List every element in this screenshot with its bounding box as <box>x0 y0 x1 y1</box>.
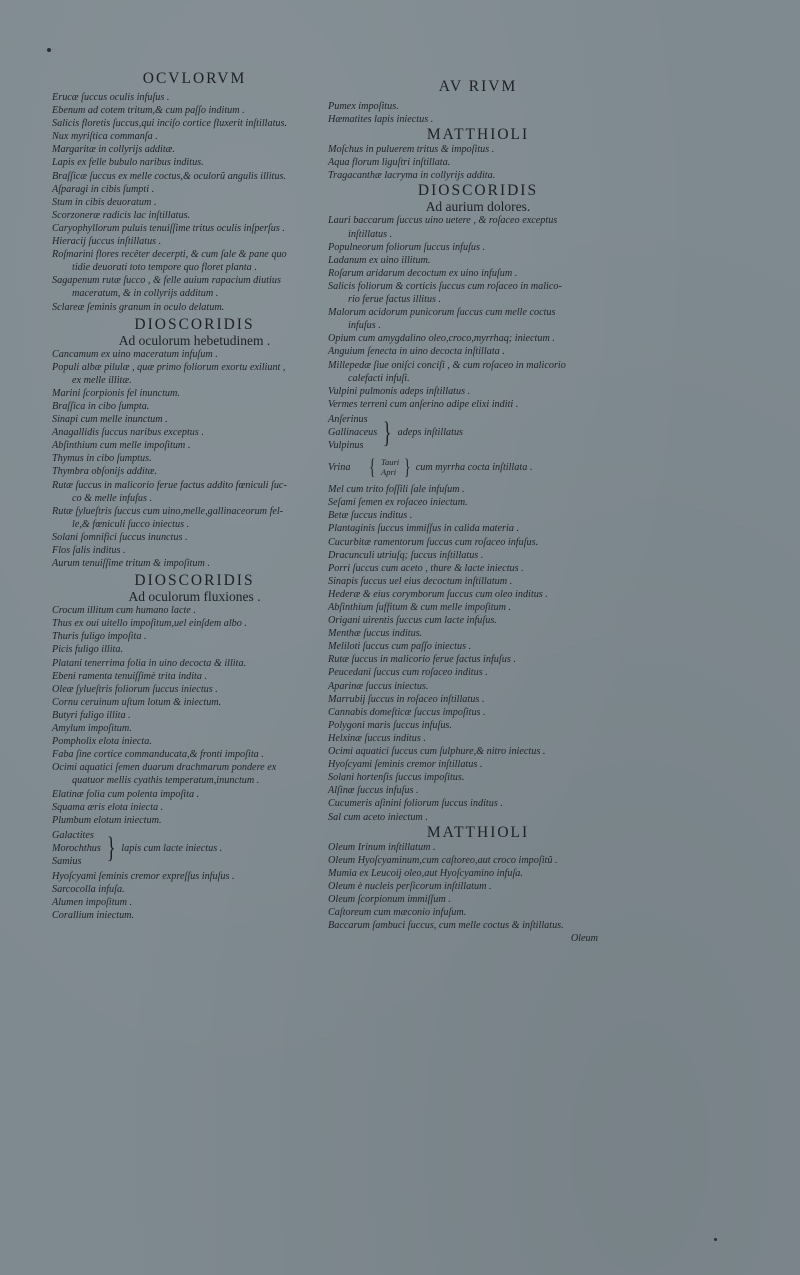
remedy-line: Millepedæ ſiue oniſci conciſi , & cum roſaceo in malicorio <box>328 359 566 371</box>
remedy-line: Salicis foliorum & corticis ſuccus cum roſaceo in malico- <box>328 280 562 292</box>
remedy-line: Nux myriſtica commanſa . <box>52 131 158 143</box>
remedy-line: Helxinæ ſuccus inditus . <box>328 732 426 744</box>
remedy-line: Stum in cibis deuoratum . <box>52 196 157 208</box>
remedy-line: Braſſicæ ſuccus ex melle coctus,& oculorũ angulis illitus. <box>52 170 286 182</box>
remedy-line: Erucæ ſuccus oculis infuſus . <box>52 92 170 103</box>
remedy-line: Populi albæ pilulæ , quæ primo foliorum exortu exiliunt , <box>52 361 286 373</box>
remedy-line: Oleum è nucleis perſicorum inſtillatum . <box>328 880 492 892</box>
remedy-line: Opium cum amygdalino oleo,croco,myrrhaq; iniectum . <box>328 333 555 345</box>
remedy-line: le,& fœniculi ſucco iniectus . <box>72 518 190 530</box>
curly-brace: } <box>106 831 116 865</box>
right-column <box>328 78 628 945</box>
section-subheading: Ad oculorum hebetudinem . <box>118 332 271 348</box>
remedy-line: Hyoſcyami ſeminis cremor expreſſus infuſus . <box>52 871 235 883</box>
remedy-line: Baccarum ſambuci ſuccus, cum melle coctus & inſtillatus. <box>328 920 564 932</box>
remedy-line: Rutæ ſylueſtris ſuccus cum uino,melle,gallinaceorum fel- <box>52 505 284 517</box>
remedy-line: Populneorum foliorum ſuccus infuſus . <box>328 241 486 253</box>
remedy-line: maceratum, & in collyrijs additum . <box>72 288 219 300</box>
remedy-line: Sclareæ ſeminis granum in oculo delatum. <box>52 301 225 313</box>
section-heading-dioscoridis: DIOSCORIDIS <box>134 315 255 333</box>
remedy-line: Corallium iniectum. <box>52 910 135 922</box>
remedy-line: calefacti infuſi. <box>348 372 410 384</box>
section-subheading: Ad oculorum fluxiones . <box>128 589 261 605</box>
remedy-line: Marrubij ſuccus in roſaceo inſtillatus . <box>328 693 485 705</box>
remedy-line: Hyoſcyami ſeminis cremor inſtillatus . <box>328 759 483 771</box>
catchword: Oleum <box>570 933 598 945</box>
remedy-line: Aſparagi in cibis ſumpti . <box>52 183 155 195</box>
remedy-line: quatuor mellis cyathis temperatum,inunctum . <box>72 775 260 787</box>
remedy-list <box>328 483 628 823</box>
remedy-line: Amylum impoſitum. <box>52 723 132 735</box>
remedy-line: Betæ ſuccus inditus . <box>328 510 413 522</box>
remedy-line: Sinapi cum melle inunctum . <box>52 414 168 426</box>
remedy-line: Hæmatites lapis iniectus . <box>328 114 434 126</box>
remedy-line: Hieracij ſuccus inſtillatus . <box>52 236 162 248</box>
remedy-line: Cornu ceruinum uſtum lotum & iniectum. <box>52 696 222 708</box>
remedy-line: Hederæ & eius corymborum ſuccus cum oleo inditus . <box>328 588 548 600</box>
remedy-line: Rutæ ſuccus in malicorio ferue factus addito fœniculi ſuc- <box>52 479 287 491</box>
remedy-line: Oleum Irinum inſtillatum . <box>328 841 436 853</box>
remedy-line: Solani ſomnifici ſuccus inunctus . <box>52 531 188 543</box>
remedy-line: Thus ex oui uitello impoſitum,uel einſdem albo . <box>52 618 247 630</box>
urina-group <box>328 456 628 478</box>
remedy-line: rio ferue factus illitus . <box>348 294 442 306</box>
remedy-line: Vulpini pulmonis adeps inſtillatus . <box>328 385 471 397</box>
remedy-line: Dracunculi utriuſq; ſuccus inſtillatus . <box>328 549 484 561</box>
remedy-line: Aparinæ ſuccus iniectus. <box>328 680 429 692</box>
section-heading-oculorum: OCVLORVM <box>142 70 247 87</box>
remedy-line: Tragacanthæ lacryma in collyrijs addita. <box>328 170 496 182</box>
section-heading-aurium: AV RIVM <box>438 78 518 95</box>
brace-item: Morochthus <box>52 842 101 854</box>
remedy-line: Braſſica in cibo ſumpta. <box>52 400 150 412</box>
remedy-line: Plantaginis ſuccus immiſſus in calida materia . <box>328 523 520 535</box>
remedy-line: Platani tenerrima folia in uino decocta & illita. <box>52 657 247 669</box>
remedy-line: Sal cum aceto iniectum . <box>328 811 428 823</box>
remedy-list <box>328 100 628 126</box>
remedy-line: Peucedani ſuccus cum roſaceo inditus . <box>328 667 488 679</box>
remedy-line: Thymus in cibo ſumptus. <box>52 453 152 465</box>
remedy-list <box>328 143 628 182</box>
remedy-line: inſtillatus . <box>348 228 393 240</box>
remedy-line: Anguium ſenecta in uino decocta inſtillata . <box>328 346 505 358</box>
section-heading-matthioli: MATTHIOLI <box>426 126 530 144</box>
ink-dot <box>47 48 51 52</box>
remedy-line: Thymbra obſonijs additæ. <box>52 466 157 478</box>
remedy-line: Mel cum trito foſſili ſale infuſum . <box>328 484 465 496</box>
remedy-line: Meliloti ſuccus cum paſſo iniectus . <box>328 641 472 653</box>
remedy-line: Margaritæ in collyrijs additæ. <box>52 144 176 156</box>
brace-group <box>52 829 337 868</box>
ink-dot <box>714 1238 717 1241</box>
brace-group <box>328 413 628 452</box>
remedy-line: tidie deuorati toto tempore quo floret planta . <box>72 262 257 274</box>
remedy-line: Flos ſalis inditus . <box>52 545 126 556</box>
section-heading-dioscoridis: DIOSCORIDIS <box>134 572 255 590</box>
remedy-line: Scorzoneræ radicis lac inſtillatus. <box>52 209 191 221</box>
brace-item: Anſerinus <box>328 413 368 425</box>
remedy-line: Cannabis domeſticæ ſuccus impoſitus . <box>328 706 486 718</box>
left-column <box>52 70 337 922</box>
remedy-line: Cucumeris aſinini foliorum ſuccus inditus . <box>328 798 503 810</box>
remedy-line: Aurum tenuiſſime tritum & impoſitum . <box>52 558 210 570</box>
remedy-line: Cancamum ex uino maceratum infuſum . <box>52 348 218 360</box>
curly-brace: } <box>383 415 392 449</box>
remedy-line: Caſtoreum cum mæconio infuſum. <box>328 907 467 919</box>
remedy-line: Oleum ſcorpionum immiſſum . <box>328 893 451 905</box>
remedy-line: Butyri fuligo illita . <box>52 709 131 721</box>
remedy-line: Lauri baccarum ſuccus uino uetere , & roſaceo exceptus <box>328 215 558 227</box>
section-heading-matthioli: MATTHIOLI <box>426 823 530 841</box>
remedy-line: Ebenum ad cotem tritum,& cum paſſo inditum . <box>52 105 245 117</box>
remedy-line: Sarcocolla infuſa. <box>52 884 125 896</box>
remedy-line: Plumbum elotum iniectum. <box>52 814 162 826</box>
remedy-line: Abſinthium cum melle impoſitum . <box>52 440 191 452</box>
brace-text: lapis cum lacte iniectus . <box>121 842 223 854</box>
remedy-line: Vermes terreni cum anſerino adipe elixi inditi . <box>328 398 519 410</box>
remedy-line: Roſarum aridarum decoctum ex uino infuſum . <box>328 267 518 279</box>
remedy-line: co & melle infuſus . <box>72 492 153 504</box>
remedy-line: Sagapenum rutæ ſucco , & felle auium rapacium diutius <box>52 275 281 287</box>
remedy-line: Porri ſuccus cum aceto , thure & lacte iniectus . <box>328 562 524 574</box>
remedy-line: Salicis floretis ſuccus,qui inciſo cortice fluxerit inſtillatus. <box>52 118 288 130</box>
remedy-line: Roſmarini flores recêter decerpti, & cum ſale & pane quo <box>52 249 287 261</box>
remedy-list <box>328 214 628 410</box>
remedy-line: Origani uirentis ſuccus cum lacte infuſus. <box>328 615 497 627</box>
remedy-line: Rutæ ſuccus in malicorio ferue factus infuſus . <box>328 654 516 666</box>
brace-item: Gallinaceus <box>328 426 378 438</box>
remedy-line: Ocimi aquatici ſemen duarum drachmarum pondere ex <box>52 762 277 774</box>
remedy-line: Lapis ex felle bubulo naribus inditus. <box>52 157 204 169</box>
remedy-line: Squama æris elota iniecta . <box>52 801 164 813</box>
remedy-line: ex melle illitæ. <box>72 374 132 386</box>
curly-brace: { <box>369 454 376 480</box>
remedy-list <box>52 348 337 571</box>
remedy-list <box>328 841 628 933</box>
remedy-line: Oleæ ſylueſtris foliorum ſuccus iniectus . <box>52 683 218 695</box>
urina-text: cum myrrha cocta inſtillata . <box>415 461 533 473</box>
brace-item: Galactites <box>52 829 94 841</box>
remedy-line: Anagallidis ſuccus naribus exceptus . <box>52 427 204 439</box>
brace-item: Samius <box>52 855 82 867</box>
remedy-line: Seſami ſemen ex roſaceo iniectum. <box>328 497 468 509</box>
section-subheading: Ad aurium dolores. <box>425 199 531 215</box>
remedy-line: Oleum Hyoſcyaminum,cum caſtoreo,aut croco impoſitũ . <box>328 854 558 866</box>
remedy-line: Polygoni maris ſuccus infuſus. <box>328 719 452 731</box>
remedy-line: Moſchus in puluerem tritus & impoſitus . <box>328 144 495 156</box>
remedy-line: Elatinæ folia cum polenta impoſita . <box>52 788 200 800</box>
remedy-line: Caryophyllorum puluis tenuiſſime tritus oculis inſperſus . <box>52 222 285 234</box>
remedy-line: Pumex impoſitus. <box>328 101 399 112</box>
remedy-line: Ocimi aquatici ſuccus cum ſulphure,& nitro iniectus . <box>328 746 546 758</box>
remedy-line: Abſinthium ſuffitum & cum melle impoſitum . <box>328 602 512 613</box>
remedy-line: infuſus . <box>348 320 381 332</box>
curly-brace: } <box>404 454 411 480</box>
remedy-line: Marini ſcorpionis fel inunctum. <box>52 387 180 399</box>
remedy-line: Mumia ex Leucoij oleo,aut Hyoſcyamino infuſa. <box>328 867 523 879</box>
remedy-line: Picis fuligo illita. <box>52 644 124 656</box>
urina-label: Vrina <box>328 461 351 473</box>
remedy-list <box>52 604 337 827</box>
remedy-line: Cucurbitæ ramentorum ſuccus cum roſaceo infuſus. <box>328 536 539 548</box>
remedy-line: Menthæ ſuccus inditus. <box>328 628 423 640</box>
brace-item: Vulpinus <box>328 440 364 452</box>
section-heading-dioscoridis: DIOSCORIDIS <box>417 182 539 200</box>
remedy-line: Solani hortenſis ſuccus impoſitus. <box>328 772 465 784</box>
remedy-line: Pompholix elota iniecta. <box>52 736 152 748</box>
remedy-line: Alumen impoſitum . <box>52 897 133 909</box>
remedy-line: Sinapis ſuccus uel eius decoctum inſtillatum . <box>328 575 513 587</box>
remedy-line: Thuris fuligo impoſita . <box>52 631 147 643</box>
remedy-line: Malorum acidorum punicorum ſuccus cum melle coctus <box>328 307 556 319</box>
urina-item: Apri <box>381 467 397 478</box>
remedy-line: Ebeni ramenta tenuiſſimè trita indita . <box>52 670 208 682</box>
brace-text: adeps inſtillatus <box>397 426 464 438</box>
remedy-list <box>52 91 337 314</box>
remedy-line: Ladanum ex uino illitum. <box>328 254 431 266</box>
urina-item: Tauri <box>381 457 400 468</box>
remedy-line: Aqua florum liguſtri inſtillata. <box>328 157 451 169</box>
remedy-line: Crocum illitum cum humano lacte . <box>52 605 196 617</box>
remedy-line: Alſinæ ſuccus infuſus . <box>328 785 419 797</box>
remedy-list <box>52 870 337 922</box>
remedy-line: Faba ſine cortice commanducata,& fronti impoſita . <box>52 749 264 761</box>
